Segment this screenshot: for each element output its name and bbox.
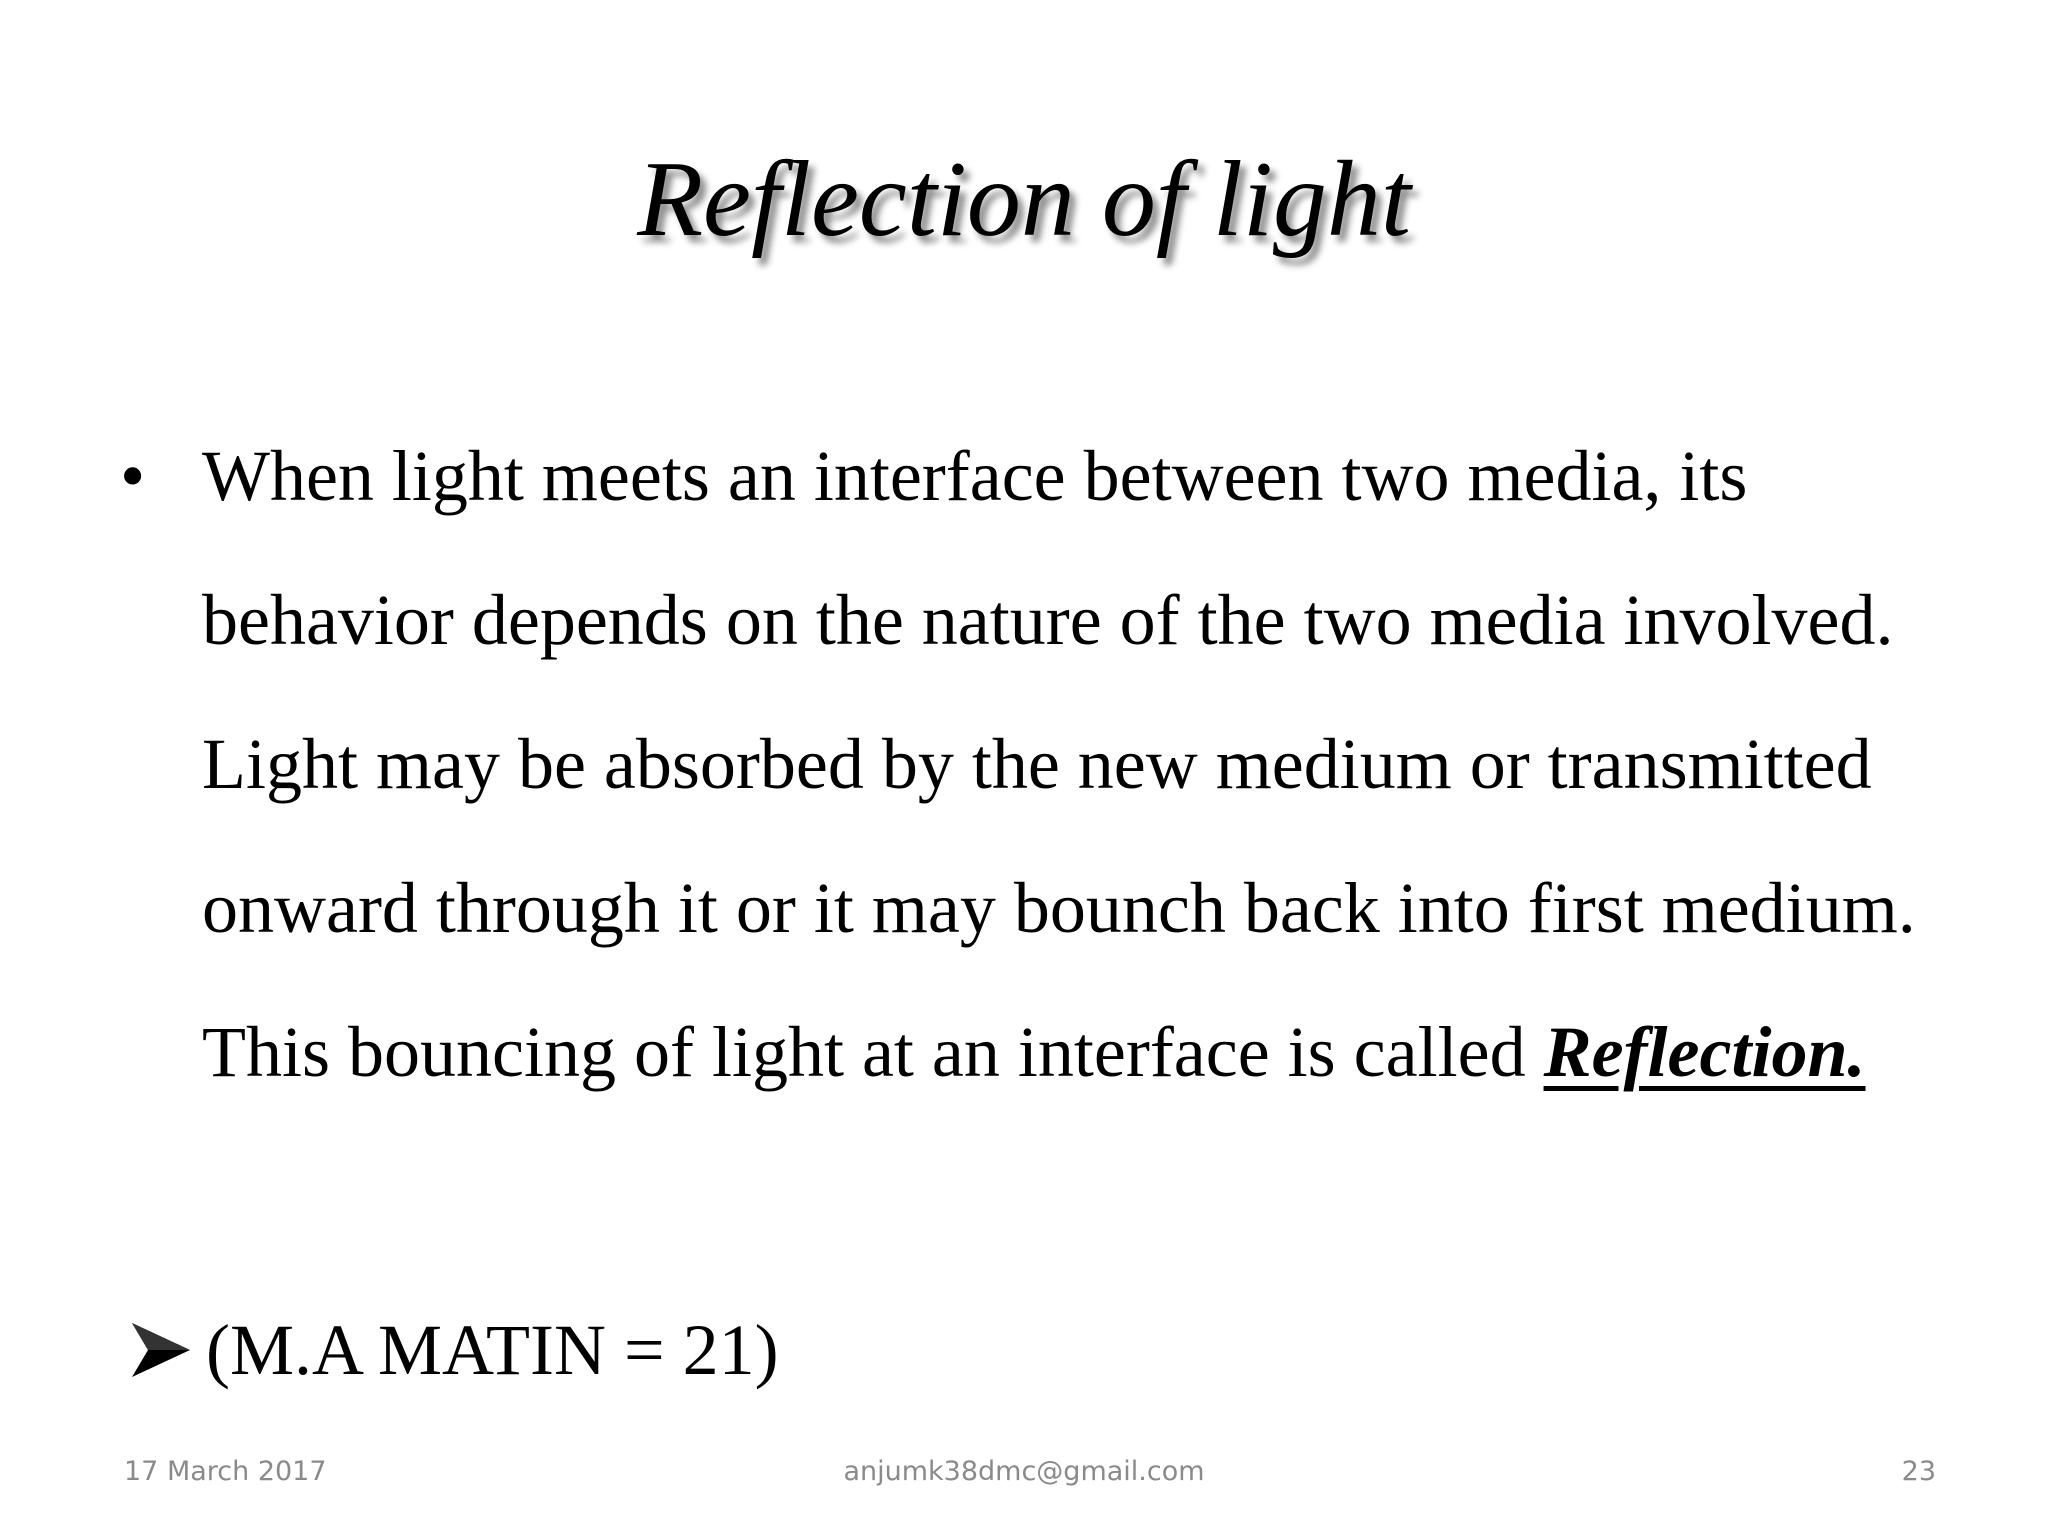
footer-email: anjumk38dmc@gmail.com: [843, 1456, 1205, 1487]
note-row: [128, 1295, 779, 1405]
emphasized-term: Reflection.: [1543, 1012, 1866, 1092]
body-text: When light meets an interface between two media, its behavior depends on the nature of the two media involved. Light may be absorbed by the new medium or transmitted onward through it or it may bounch back into first medium. This bouncing of light at an interface is called: [202, 436, 1916, 1092]
arrow-bullet-icon: [128, 1317, 194, 1383]
footer-date: 17 March 2017: [124, 1456, 327, 1487]
body-paragraph: [202, 404, 1962, 1124]
note-text: (M.A MATIN = 21): [206, 1310, 779, 1390]
bullet-icon: •: [120, 436, 146, 516]
slide-title: Reflection of light: [637, 140, 1411, 259]
footer-page-number: 23: [1901, 1456, 1936, 1487]
